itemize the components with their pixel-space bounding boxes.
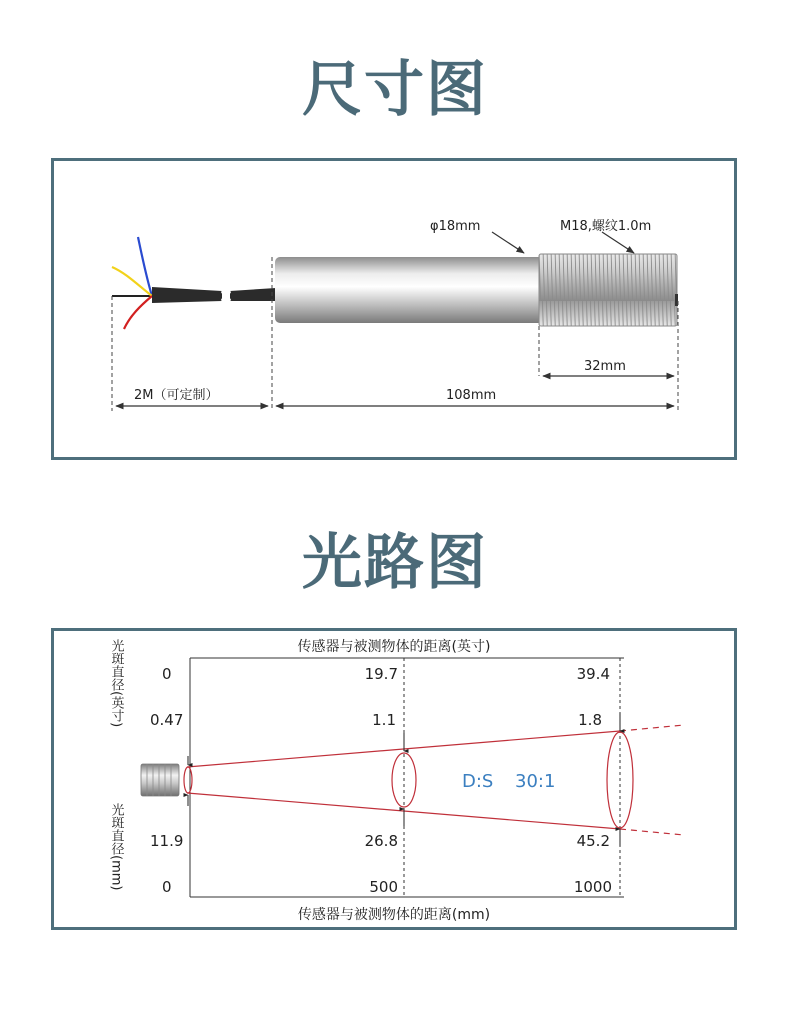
distance-gridlines [404, 658, 620, 897]
distance-inch-0: 0 [162, 665, 172, 683]
optical-panel [51, 628, 737, 930]
spot-inch-2: 1.8 [578, 711, 602, 729]
optical-path-diagram [54, 631, 734, 927]
sensor-body [275, 257, 543, 323]
sensor-thread [539, 254, 677, 326]
distance-mm-2: 1000 [573, 878, 612, 896]
beam-cone [184, 725, 684, 835]
distance-inch-1: 19.7 [364, 665, 398, 683]
thread-length-label: 32mm [584, 359, 626, 374]
diameter-label: φ18mm [430, 219, 481, 234]
spot-mm-0: 11.9 [150, 832, 184, 850]
body-length-label: 108mm [446, 388, 497, 403]
thread-label: M18,螺纹1.0m [560, 219, 652, 234]
ratio-value-label: 30:1 [515, 771, 556, 792]
table-frame [190, 658, 624, 897]
sensor-wires [112, 237, 152, 329]
spot-inch-0: 0.47 [150, 711, 184, 729]
distance-mm-0: 0 [162, 878, 172, 896]
distance-inch-2: 39.4 [576, 665, 610, 683]
spot-diameter-inch-label: 光斑直径(英寸) [108, 639, 124, 728]
sensor-cable [152, 287, 276, 303]
bottom-axis-label: 传感器与被测物体的距离(mm) [297, 907, 491, 923]
cable-length-label: 2M（可定制） [134, 388, 219, 403]
optical-title: 光路图 [302, 528, 488, 598]
sensor-head [141, 764, 179, 796]
ratio-ds-label: D:S [462, 771, 494, 792]
spot-inch-1: 1.1 [372, 711, 396, 729]
dimension-title: 尺寸图 [302, 55, 488, 125]
spot-mm-2: 45.2 [576, 832, 610, 850]
spot-diameter-mm-label: 光斑直径(mm) [108, 803, 124, 891]
top-axis-label: 传感器与被测物体的距离(英寸) [297, 639, 491, 655]
dimension-drawing [54, 161, 734, 457]
spot-mm-1: 26.8 [364, 832, 398, 850]
dimension-panel [51, 158, 737, 460]
distance-mm-1: 500 [369, 878, 398, 896]
